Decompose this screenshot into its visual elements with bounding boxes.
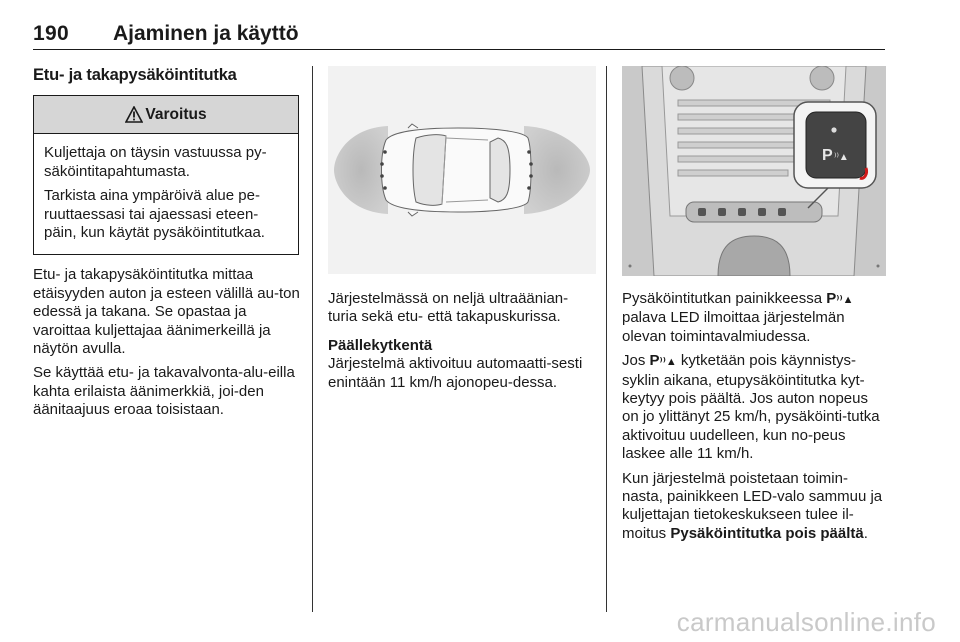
text-run: Kun järjestelmä poistetaan toimin-nasta, painikkeen LED-valo sammuu ja kuljettajan tietokeskukseen tulee il-moitus bbox=[622, 469, 883, 542]
status-message: Pysäköintitutka pois päältä bbox=[670, 524, 864, 542]
column-1 bbox=[33, 66, 301, 426]
paragraph bbox=[622, 352, 886, 463]
subheading: Päällekytkentä bbox=[328, 336, 433, 354]
paragraph: Järjestelmä aktivoituu automaatti-sesti enintään 11 km/h ajonopeu-dessa. bbox=[328, 355, 583, 391]
warning-box bbox=[33, 95, 299, 255]
park-assist-icon: P⁾⁾▲ bbox=[826, 290, 854, 307]
warning-text-1: Kuljettaja on täysin vastuussa py-säköintitapahtumasta. bbox=[44, 144, 267, 180]
svg-text:⁾⁾▲: ⁾⁾▲ bbox=[834, 152, 849, 163]
car-top-view-diagram bbox=[328, 66, 596, 274]
warning-header bbox=[34, 96, 298, 134]
warning-triangle-icon bbox=[125, 106, 143, 123]
text-run: kytketään pois käynnistys-syklin aikana, etupysäköintitutka kyt-keytyy pois päältä. Jos auton nopeus on jo ylittänyt 25 km/h, pysäköinti-tutka aktivoituu uudelleen, kun no-peus laskee alle 11 km/h. bbox=[622, 352, 880, 463]
page-header bbox=[33, 22, 885, 50]
warning-body bbox=[34, 134, 298, 254]
paragraph: Järjestelmässä on neljä ultraäänian-turia sekä etu- että takapuskurissa. bbox=[328, 290, 569, 326]
parking-sensor-illustration bbox=[328, 66, 596, 274]
column-divider bbox=[312, 66, 313, 612]
park-assist-button-illustration bbox=[622, 66, 886, 276]
chapter-title: Ajaminen ja käyttö bbox=[113, 22, 299, 45]
column-divider bbox=[606, 66, 607, 612]
warning-text-2: Tarkista aina ympäröivä alue pe-ruuttaessasi tai ajaessasi eteen-päin, kun käytät pysäköintitutkaa. bbox=[44, 187, 265, 242]
column-3-text bbox=[622, 290, 886, 549]
page-number: 190 bbox=[33, 22, 69, 45]
watermark: carmanualsonline.info bbox=[676, 607, 936, 637]
warning-title: Varoitus bbox=[145, 105, 207, 123]
text-run: Jos bbox=[622, 352, 650, 370]
park-assist-icon: P⁾⁾▲ bbox=[649, 352, 677, 370]
dashboard-diagram bbox=[622, 66, 886, 276]
text-run: Pysäköintitutkan painikkeessa bbox=[622, 290, 827, 307]
paragraph bbox=[622, 470, 886, 544]
section-heading: Etu- ja takapysäköintitutka bbox=[33, 66, 237, 84]
car-body bbox=[382, 124, 532, 216]
paragraph: Etu- ja takapysäköintitutka mittaa etäisyyden auton ja esteen välillä au-ton edessä ja takana. Se opastaa ja varoittaa kuljettajaa äänimerkeillä ja näytön avulla. bbox=[33, 266, 300, 358]
text-run: palava LED ilmoittaa järjestelmän olevan toimintavalmiudessa. bbox=[622, 309, 845, 345]
park-assist-icon: P bbox=[822, 147, 833, 164]
column-2-text bbox=[328, 290, 596, 398]
text-run: . bbox=[863, 524, 868, 542]
paragraph bbox=[622, 290, 886, 346]
paragraph: Se käyttää etu- ja takavalvonta-alu-eilla kahta erilaista äänimerkkiä, joi-den äänitaajuus eroaa toisistaan. bbox=[33, 364, 295, 419]
